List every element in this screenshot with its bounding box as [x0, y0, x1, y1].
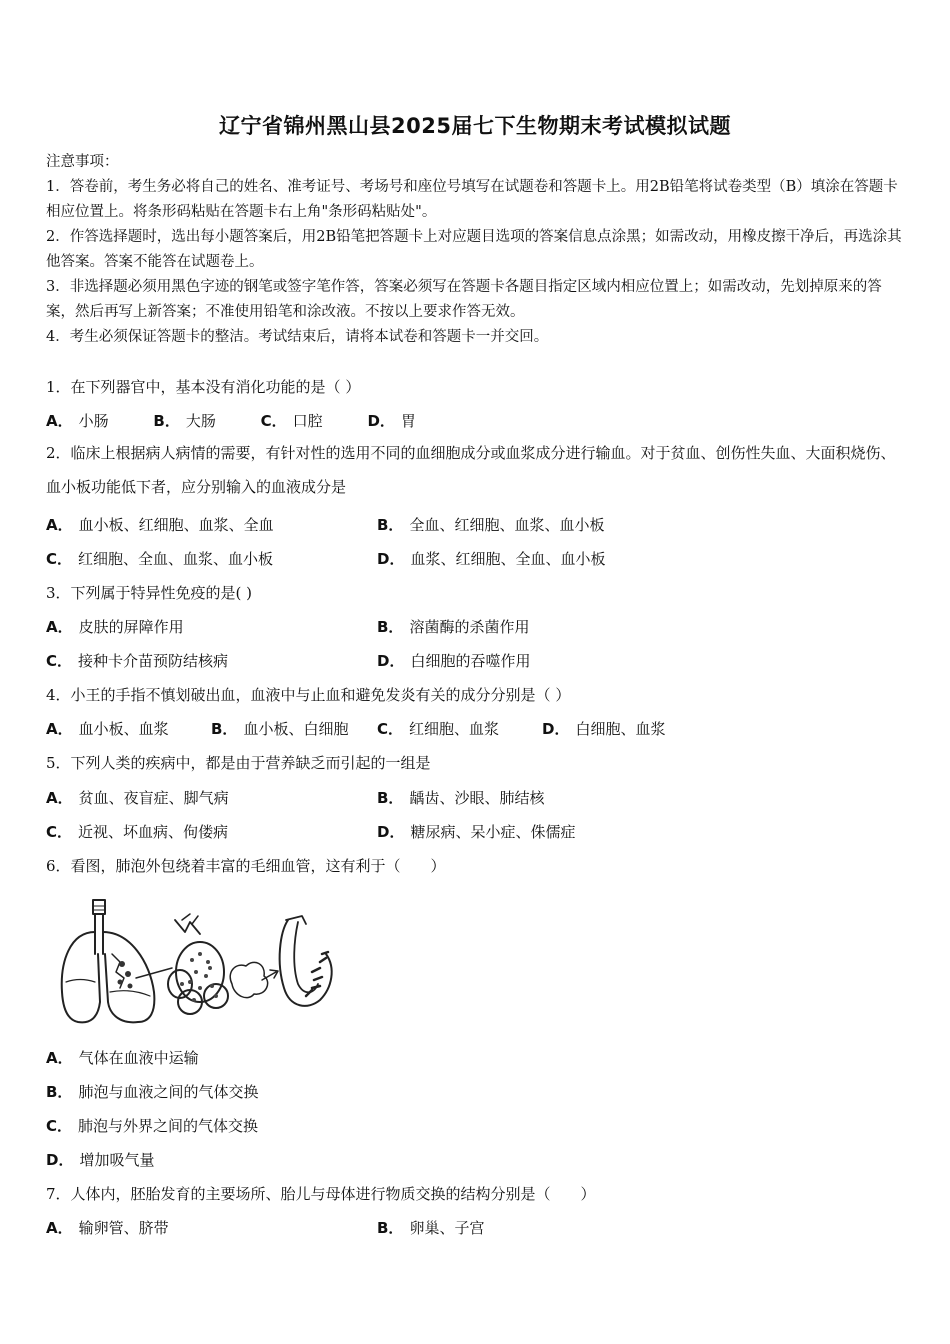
option: A． 血小板、红细胞、血浆、全血 [46, 516, 274, 534]
question-2-stem: 2．临床上根据病人病情的需要，有针对性的选用不同的血细胞成分或血浆成分进行输血。对于贫血、创伤性失血、大面积烧伤、血小板功能低下者，应分别输入的血液成分是 [46, 444, 896, 496]
notice-section [46, 150, 908, 350]
notice-heading: 注意事项： [46, 154, 119, 170]
option: C． 口腔 [260, 412, 323, 430]
notice-item: 2．作答选择题时，选出每小题答案后，用2B铅笔把答题卡上对应题目选项的答案信息点涂黑；如需改动，用橡皮擦干净后，再选涂其他答案。答案不能答在试题卷上。 [46, 229, 902, 270]
option: D． 血浆、红细胞、全血、血小板 [377, 550, 606, 568]
option: B． 肺泡与血液之间的气体交换 [46, 1083, 259, 1101]
option: B． 全血、红细胞、血浆、血小板 [377, 516, 605, 534]
option: A． 输卵管、脐带 [46, 1219, 169, 1237]
question-3-stem: 3．下列属于特异性免疫的是( ) [46, 584, 253, 602]
notice-item: 4．考生必须保证答题卡的整洁。考试结束后，请将本试卷和答题卡一并交回。 [46, 329, 549, 345]
lung-alveolus-diagram-icon [50, 892, 350, 1032]
option: A． 小肠 [46, 412, 109, 430]
option: A． 气体在血液中运输 [46, 1049, 199, 1067]
question-6-stem: 6．看图，肺泡外包绕着丰富的毛细血管，这有利于（ ） [46, 857, 446, 875]
option: C． 红细胞、全血、血浆、血小板 [46, 550, 274, 568]
option: B． 血小板、白细胞 [211, 720, 349, 738]
option: D． 白细胞的吞噬作用 [377, 652, 531, 670]
question-4-stem: 4．小王的手指不慎划破出血，血液中与止血和避免发炎有关的成分分别是（ ） [46, 686, 571, 704]
option: C． 红细胞、血浆 [377, 720, 500, 738]
question-7-stem: 7．人体内，胚胎发育的主要场所、胎儿与母体进行物质交换的结构分别是（ ） [46, 1185, 596, 1203]
option: A． 贫血、夜盲症、脚气病 [46, 789, 229, 807]
option: D． 白细胞、血浆 [542, 720, 666, 738]
option: B． 溶菌酶的杀菌作用 [377, 618, 530, 636]
option: B． 卵巢、子宫 [377, 1219, 485, 1237]
question-5-stem: 5．下列人类的疾病中，都是由于营养缺乏而引起的一组是 [46, 754, 431, 772]
option: D． 胃 [367, 412, 416, 430]
option: C． 接种卡介苗预防结核病 [46, 652, 229, 670]
notice-item: 1．答卷前，考生务必将自己的姓名、准考证号、考场号和座位号填写在试题卷和答题卡上。用2B铅笔将试卷类型（B）填涂在答题卡相应位置上。将条形码粘贴在答题卡右上角"条形码粘贴处"。 [46, 179, 898, 220]
option: B． 龋齿、沙眼、肺结核 [377, 789, 545, 807]
option: A． 血小板、血浆 [46, 720, 169, 738]
option: C． 近视、坏血病、佝偻病 [46, 823, 229, 841]
option: D． 增加吸气量 [46, 1151, 155, 1169]
option: A． 皮肤的屏障作用 [46, 618, 184, 636]
page-title: 辽宁省锦州黑山县2025届七下生物期末考试模拟试题 [219, 114, 731, 138]
question-1-stem: 1．在下列器官中，基本没有消化功能的是（ ） [46, 378, 361, 396]
question-1-options [46, 410, 456, 431]
option: C． 肺泡与外界之间的气体交换 [46, 1117, 259, 1135]
option: B． 大肠 [153, 412, 216, 430]
option: D． 糖尿病、呆小症、侏儒症 [377, 823, 576, 841]
notice-item: 3．非选择题必须用黑色字迹的钢笔或签字笔作答，答案必须写在答题卡各题目指定区域内相应位置上；如需改动，先划掉原来的答案，然后再写上新答案；不准使用铅笔和涂改液。不按以上要求作答无效。 [46, 279, 882, 320]
